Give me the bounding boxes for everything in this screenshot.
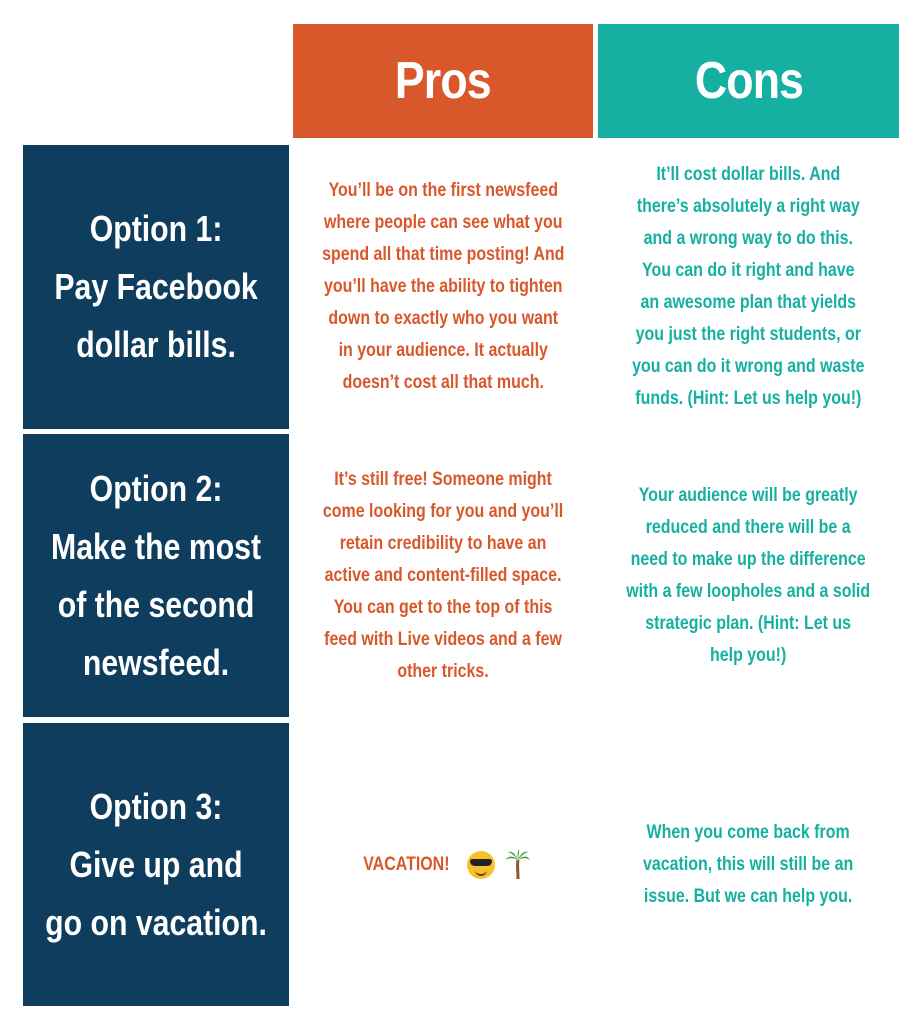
option-3-pros-cell <box>293 723 593 1006</box>
vacation-line <box>355 849 532 881</box>
option-1-cell <box>23 145 289 429</box>
option-3-pros-text: VACATION! <box>362 853 450 875</box>
option-2-pros-text: It’s still free! Someone might come looking for you and you’ll retain credibility to have an active and content-filled space. You can get to the top of this feed with Live videos and a few other tricks. <box>322 468 564 682</box>
option-2-pros-cell <box>293 434 593 717</box>
option-2-cell <box>23 434 289 717</box>
pros-header <box>293 24 593 138</box>
option-1-cons-cell <box>598 145 899 429</box>
cons-header-label: Cons <box>694 52 803 110</box>
option-3-cell <box>23 723 289 1006</box>
option-3-title: Option 3: Give up and go on vacation. <box>45 785 267 943</box>
palm-tree-icon <box>505 849 531 881</box>
option-3-cons-text: When you come back from vacation, this will still be an issue. But we can help you. <box>643 821 854 907</box>
cons-header <box>598 24 899 138</box>
option-1-pros-cell <box>293 145 593 429</box>
option-2-cons-cell <box>598 434 899 717</box>
option-1-pros-text: You’ll be on the first newsfeed where people can see what you spend all that time posting! And you’ll have the ability to tighten down to exactly who you want in your audience. It actually doesn’t cost all that much. <box>321 180 565 393</box>
option-1-title: Option 1: Pay Facebook dollar bills. <box>54 208 258 365</box>
sunglasses-face-icon <box>467 851 495 879</box>
option-3-cons-cell <box>598 723 899 1006</box>
pros-header-label: Pros <box>395 52 491 110</box>
option-2-title: Option 2: Make the most of the second newsfeed. <box>50 467 262 683</box>
option-1-cons-text: It’ll cost dollar bills. And there’s absolutely a right way and a wrong way to do this. You can do it right and have an awesome plan that yields you just the right students, or you can do it wrong and waste funds. (Hint: Let us help you!) <box>632 164 865 409</box>
option-2-cons-text: Your audience will be greatly reduced and there will be a need to make up the difference with a few loopholes and a solid strategic plan. (Hint: Let us help you!) <box>626 484 871 666</box>
